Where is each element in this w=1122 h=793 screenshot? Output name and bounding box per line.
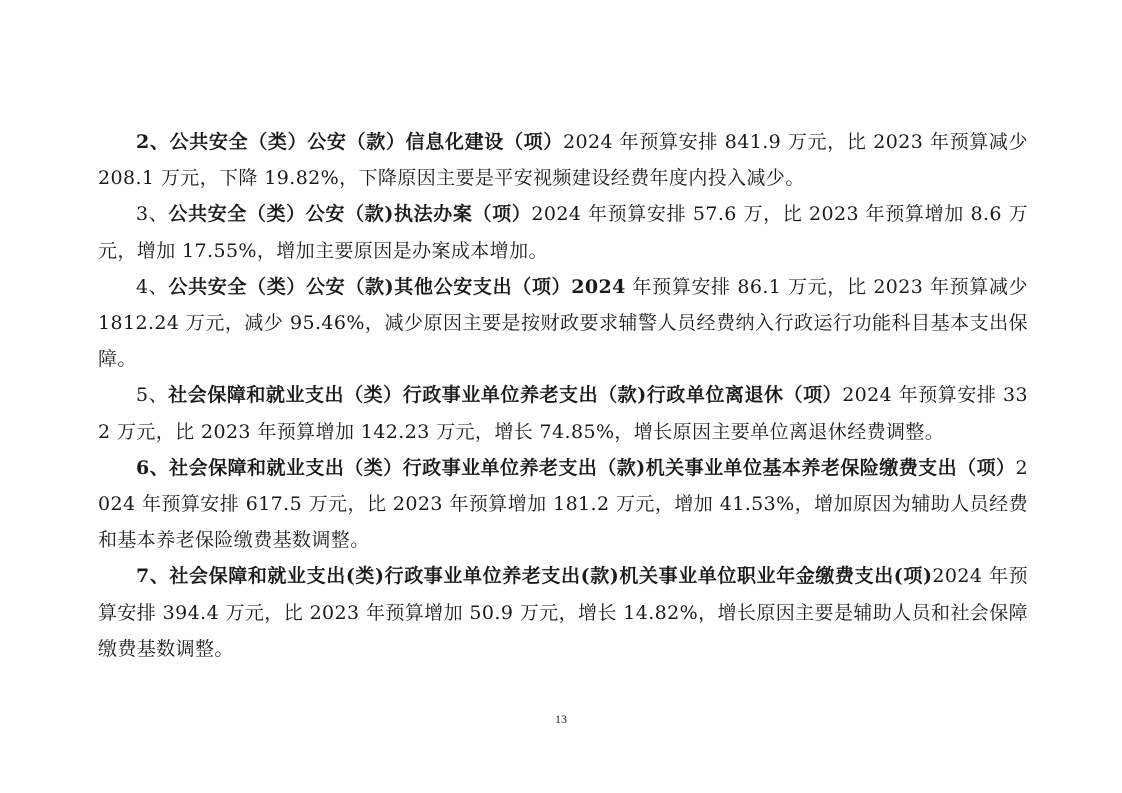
page-number: 13 — [555, 712, 567, 726]
paragraph-number: 4、 — [136, 275, 169, 298]
paragraph-body: 2024 年预算安排 394.4 万元，比 2023 年预算增加 50.9 万元，增长 14.82%，增长原因主要是辅助人员和社会保障缴费基数调整。 — [98, 565, 1028, 660]
paragraph-heading: 社会保障和就业支出（类）行政事业单位养老支出（款)行政单位离退休（项） — [168, 384, 843, 407]
paragraph-item-5 — [98, 377, 1028, 449]
paragraph-item-2 — [98, 124, 1028, 196]
paragraph-body: 2024 年预算安排 332 万元，比 2023 年预算增加 142.23 万元，增长 74.85%，增长原因主要单位离退休经费调整。 — [98, 384, 1028, 443]
paragraph-heading: 2、公共安全（类）公安（款）信息化建设（项） — [136, 131, 563, 153]
paragraph-item-4 — [98, 269, 1028, 378]
paragraph-heading: 7、社会保障和就业支出(类)行政事业单位养老支出(款)机关事业单位职业年金缴费支出(项) — [136, 565, 933, 588]
paragraph-body: 2024 年预算安排 841.9 万元，比 2023 年预算减少 208.1 万元，下降 19.82%，下降原因主要是平安视频建设经费年度内投入减少。 — [98, 131, 1028, 190]
paragraph-item-7 — [98, 558, 1028, 667]
paragraph-item-3 — [98, 196, 1028, 268]
paragraph-body: 年预算安排 86.1 万元，比 2023 年预算减少 1812.24 万元，减少 95.46%，减少原因主要是按财政要求辅警人员经费纳入行政运行功能科目基本支出保障。 — [98, 275, 1028, 371]
paragraph-heading: 6、社会保障和就业支出（类）行政事业单位养老支出（款)机关事业单位基本养老保险缴费支出（项） — [136, 456, 1016, 479]
paragraph-body: 2024 年预算安排 617.5 万元，比 2023 年预算增加 181.2 万元，增加 41.53%，增加原因为辅助人员经费和基本养老保险缴费基数调整。 — [98, 456, 1028, 552]
paragraph-number: 5、 — [136, 384, 169, 407]
paragraph-item-6 — [98, 450, 1028, 559]
paragraph-body: 2024 年预算安排 57.6 万，比 2023 年预算增加 8.6 万元，增加 17.55%，增加主要原因是办案成本增加。 — [98, 203, 1028, 262]
paragraph-heading: 公共安全（类）公安（款)其他公安支出（项）2024 — [168, 275, 626, 298]
paragraph-heading: 公共安全（类）公安（款)执法办案（项） — [168, 203, 532, 226]
document-body — [98, 124, 1028, 667]
paragraph-number: 3、 — [136, 203, 169, 226]
